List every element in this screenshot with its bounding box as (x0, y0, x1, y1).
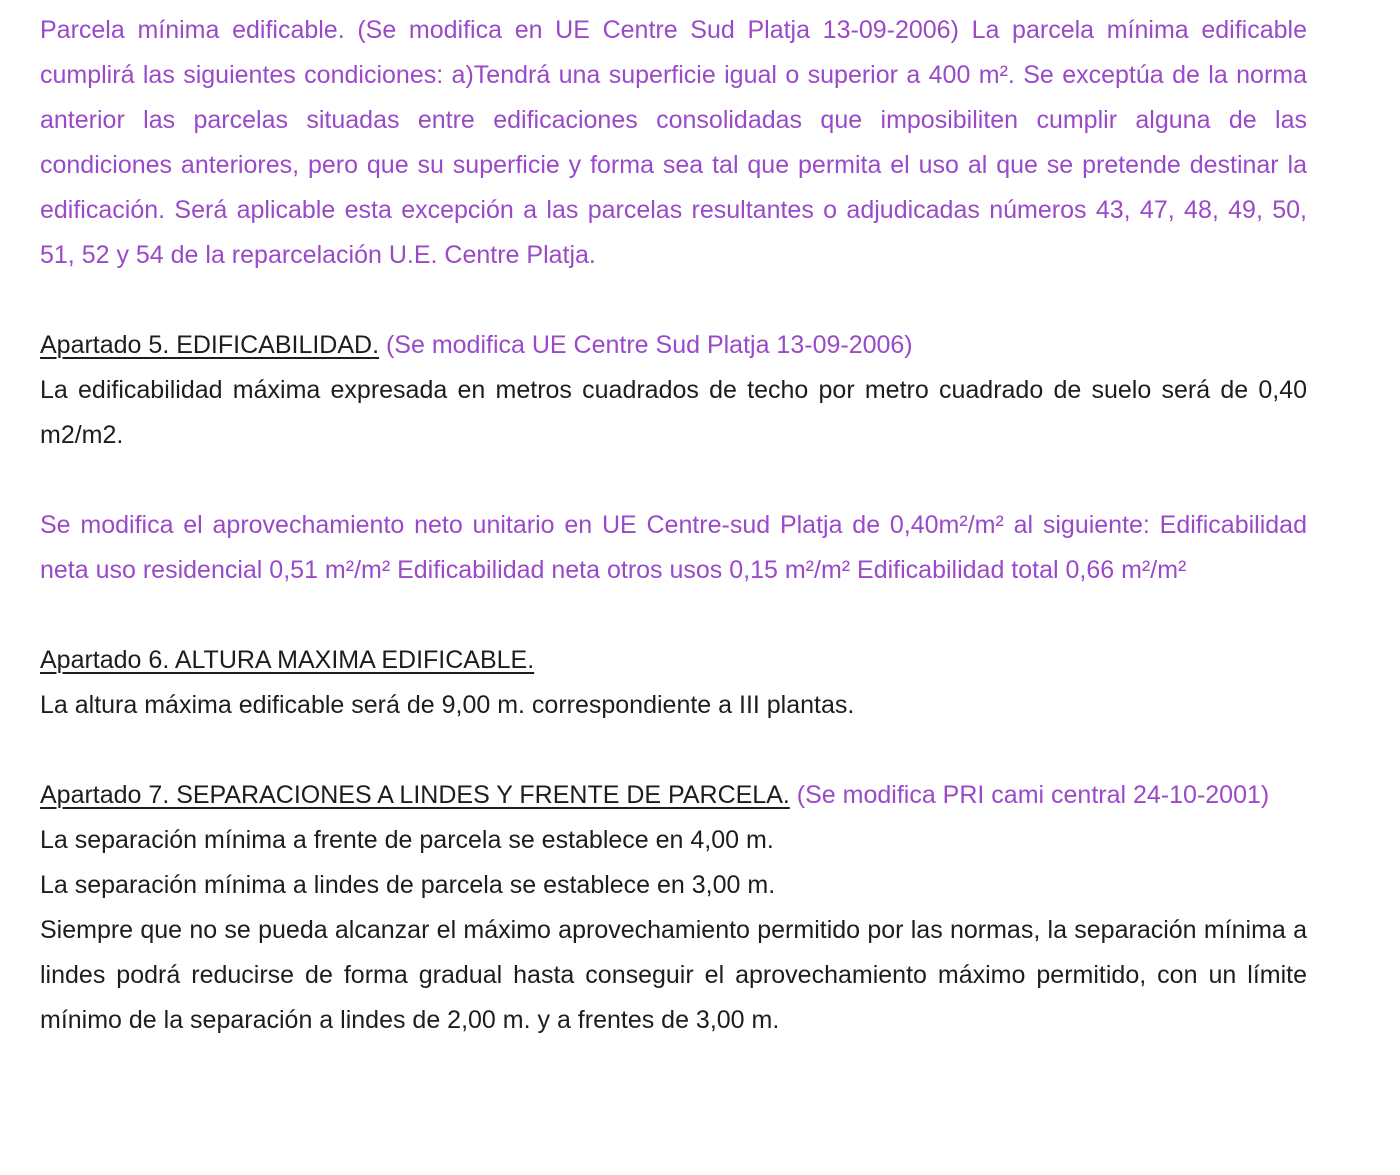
paragraph-separacion-frente: La separación mínima a frente de parcela se establece en 4,00 m. (40, 826, 774, 854)
heading-apartado-6-title: Apartado 6. ALTURA MAXIMA EDIFICABLE. (40, 646, 535, 674)
document-page (40, 8, 1307, 1043)
heading-apartado-5 (40, 323, 1307, 368)
paragraph-edificabilidad-maxima: La edificabilidad máxima expresada en metros cuadrados de techo por metro cuadrado de suelo será de 0,40 m2/m2. (40, 376, 1307, 449)
heading-apartado-5-note: (Se modifica UE Centre Sud Platja 13-09-2006) (379, 331, 913, 359)
paragraph-separacion-lindes: La separación mínima a lindes de parcela se establece en 3,00 m. (40, 871, 776, 899)
heading-apartado-5-title: Apartado 5. EDIFICABILIDAD. (40, 331, 380, 359)
heading-apartado-7-title: Apartado 7. SEPARACIONES A LINDES Y FRENTE DE PARCELA. (40, 781, 790, 809)
paragraph-reduccion-separacion: Siempre que no se pueda alcanzar el máximo aprovechamiento permitido por las normas, la separación mínima a lindes podrá reducirse de forma gradual hasta conseguir el aprovechamiento máximo permitido, con un límite mínimo de la separación a lindes de 2,00 m. y a frentes de 3,00 m. (40, 916, 1307, 1034)
paragraph-aprovechamiento-neto: Se modifica el aprovechamiento neto unitario en UE Centre-sud Platja de 0,40m²/m² al siguiente: Edificabilidad neta uso residencial 0,51 m²/m² Edificabilidad neta otros usos 0,15 m²/m² Edificabilidad total 0,66 m²/m² (40, 511, 1307, 584)
heading-apartado-7 (40, 773, 1307, 818)
paragraph-altura-maxima: La altura máxima edificable será de 9,00 m. correspondiente a III plantas. (40, 691, 855, 719)
paragraph-parcela-minima: Parcela mínima edificable. (Se modifica en UE Centre Sud Platja 13-09-2006) La parcela mínima edificable cumplirá las siguientes condiciones: a)Tendrá una superficie igual o superior a 400 m². Se exceptúa de la norma anterior las parcelas situadas entre edificaciones consolidadas que imposibiliten cumplir alguna de las condiciones anteriores, pero que su superficie y forma sea tal que permita el uso al que se pretende destinar la edificación. Será aplicable esta excepción a las parcelas resultantes o adjudicadas números 43, 47, 48, 49, 50, 51, 52 y 54 de la reparcelación U.E. Centre Platja. (40, 16, 1307, 269)
heading-apartado-6 (40, 638, 1307, 683)
heading-apartado-7-note: (Se modifica PRI cami central 24-10-2001) (789, 781, 1270, 809)
